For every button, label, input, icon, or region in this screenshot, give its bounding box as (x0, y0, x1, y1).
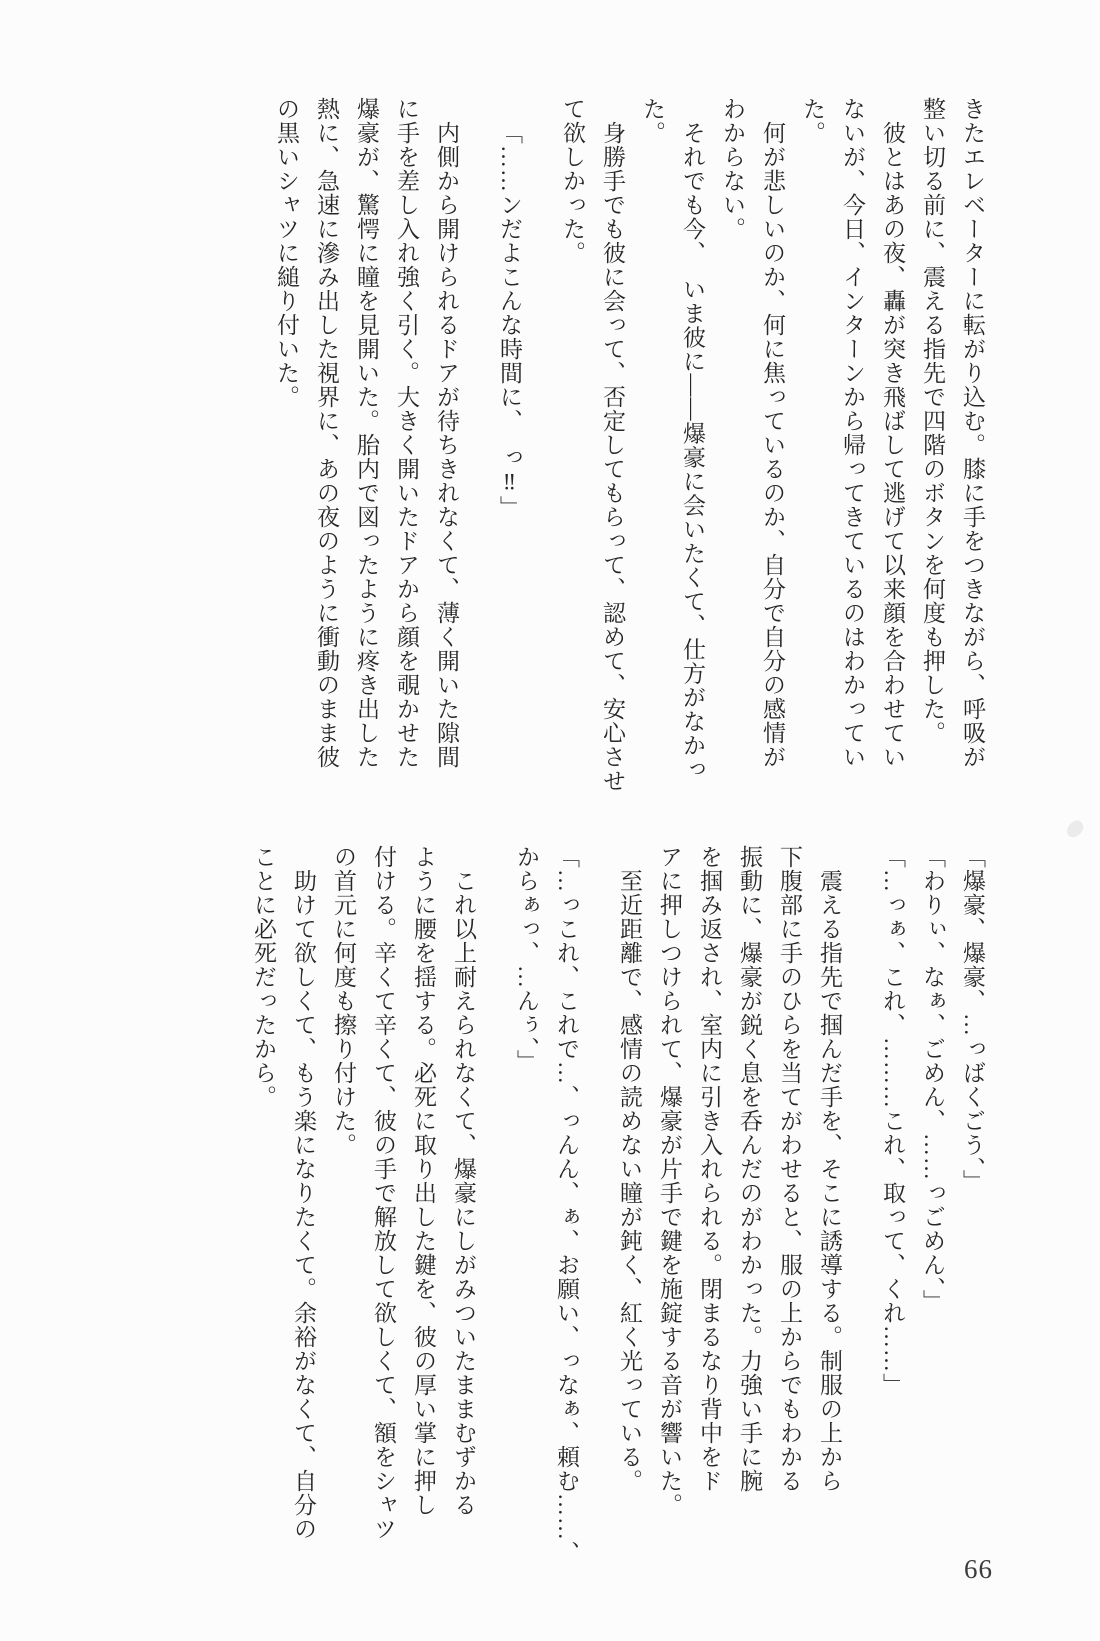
text-line: を掴み返され、室内に引き入れられる。閉まるなり背中をド (697, 845, 722, 1493)
text-line: て欲しかった。 (560, 97, 585, 265)
text-line: 助けて欲しくて、もう楽になりたくて。余裕がなくて、自分の (291, 869, 316, 1541)
text-line: ように腰を揺する。必死に取り出した鍵を、彼の厚い掌に押し (411, 845, 436, 1517)
text-line: 身勝手でも彼に会って、否定してもらって、認めて、安心させ (600, 121, 625, 793)
text-line: 震える指先で掴んだ手を、そこに誘導する。制服の上から (817, 869, 842, 1493)
top-text-block (258, 97, 985, 793)
text-line: アに押しつけられて、爆豪が片手で鍵を施錠する音が響いた。 (657, 845, 682, 1517)
page-number: 66 (964, 1554, 993, 1584)
text-line: 下腹部に手のひらを当てがわせると、服の上からでもわかる (777, 845, 802, 1493)
text-line: の黒いシャツに縋り付いた。 (274, 97, 299, 409)
text-line: 振動に、爆豪が鋭く息を呑んだのがわかった。力強い手に腕 (737, 845, 762, 1493)
text-line: た。 (800, 97, 825, 145)
text-line: 付ける。辛くて辛くて、彼の手で解放して欲しくて、額をシャツ (371, 845, 396, 1541)
text-line: の首元に何度も擦り付けた。 (331, 845, 356, 1157)
text-line: ないが、今日、インターンから帰ってきているのはわかってい (840, 97, 865, 769)
dialogue-line: 「わりぃ、なぁ、ごめん、……っごめん、」 (920, 845, 945, 1314)
text-line: これ以上耐えられなくて、爆豪にしがみついたままむずかる (451, 869, 476, 1517)
dialogue-line: 「……ンだよこんな時間に、 っ‼」 (497, 121, 522, 520)
text-line: ことに必死だったから。 (251, 845, 276, 1109)
text-line: に手を差し入れ強く引く。大きく開いたドアから顔を覗かせた (394, 97, 419, 769)
text-line: きたエレベーターに転がり込む。膝に手をつきながら、呼吸が (960, 97, 985, 769)
text-line: 整い切る前に、震える指先で四階のボタンを何度も押した。 (920, 97, 945, 745)
text-line: 彼とはあの夜、轟が突き飛ばして逃げて以来顔を合わせてい (880, 121, 905, 769)
text-line: 何が悲しいのか、何に焦っているのか、自分で自分の感情が (760, 121, 785, 769)
text-line: た。 (640, 97, 665, 145)
dialogue-line: 「…っこれ、これで…、っんん、ぁ、お願い、っなぁ、頼む……、 (554, 845, 579, 1565)
text-line: 熱に、急速に滲み出した視界に、あの夜のように衝動のまま彼 (314, 97, 339, 769)
bottom-text-block (235, 845, 985, 1565)
text-line: 爆豪が、驚愕に瞳を見開いた。胎内で図ったように疼き出した (354, 97, 379, 769)
scan-artifact (1064, 818, 1087, 840)
text-line: それでも今、 いま彼に――爆豪に会いたくて、仕方がなかっ (680, 121, 705, 782)
text-line: 至近距離で、感情の読めない瞳が鈍く、紅く光っている。 (617, 869, 642, 1493)
dialogue-line: からぁっ、…んぅ、」 (514, 845, 539, 1074)
dialogue-line: 「爆豪、爆豪、…っばくごう、」 (960, 845, 985, 1194)
text-line: わからない。 (720, 97, 745, 241)
text-line: 内側から開けられるドアが待ちきれなくて、薄く開いた隙間 (434, 121, 459, 769)
dialogue-line: 「…っぁ、これ、………これ、取って、くれ……」 (880, 845, 905, 1397)
